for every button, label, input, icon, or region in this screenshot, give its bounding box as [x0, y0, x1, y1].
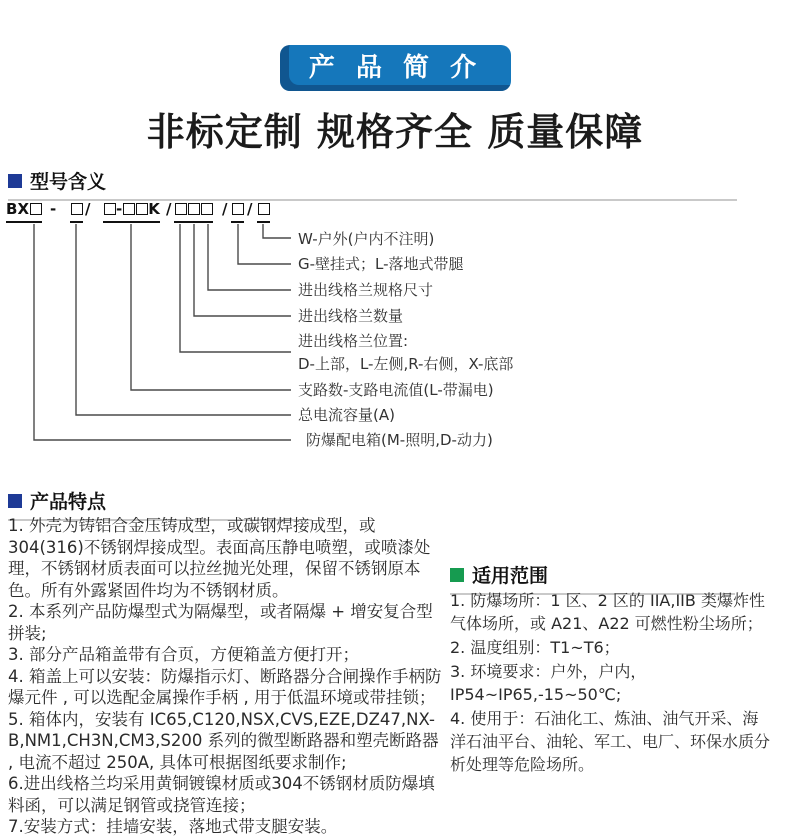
model-segment: - [50, 200, 57, 218]
model-segment: BX [6, 200, 42, 223]
scope-item: 4. 使用于：石油化工、炼油、油气开采、海洋石油平台、油轮、军工、电厂、环保水质分析处理等危险场所。 [450, 709, 771, 774]
placeholder-box [232, 203, 244, 215]
scope-item: 3. 环境要求：户外，户内，IP54~IP65,-15~50℃; [450, 662, 647, 704]
model-label: G-壁挂式；L-落地式带腿 [298, 255, 464, 273]
connector-line [208, 224, 291, 290]
feature-item: 4. 箱盖上可以安装：防爆指示灯、断路器分合闸操作手柄防爆元件 , 可以选配金属操作手柄 , 用于低温环境或带挂锁； [8, 666, 442, 707]
page-title: 非标定制 规格齐全 质量保障 [146, 110, 644, 154]
model-segment: / [247, 200, 253, 218]
scope-section-title: 适用范围 [472, 565, 549, 587]
square-bullet-icon [8, 494, 22, 508]
square-bullet-icon [450, 568, 464, 582]
placeholder-box [104, 203, 116, 215]
model-segment [174, 200, 213, 223]
placeholder-box [258, 203, 270, 215]
connector-line [34, 224, 291, 440]
connector-line [238, 224, 291, 264]
feature-item: 3. 部分产品箱盖带有合页，方便箱盖方便打开； [8, 645, 359, 664]
placeholder-box [175, 203, 187, 215]
model-label: 进出线格兰规格尺寸 [298, 281, 434, 299]
model-label: W-户外(户内不注明) [298, 230, 435, 248]
placeholder-box [71, 203, 83, 215]
section-banner [280, 45, 511, 91]
model-segment: - K [103, 200, 160, 223]
connector-line [76, 224, 291, 415]
features-section-title: 产品特点 [30, 491, 107, 513]
feature-item: 2. 本系列产品防爆型式为隔爆型，或者隔爆 + 增安复合型拼装; [8, 602, 433, 643]
model-segment: / [85, 200, 91, 218]
connector-line [131, 224, 291, 390]
model-segment [70, 200, 83, 223]
model-label: D-上部，L-左侧,R-右侧，X-底部 [298, 355, 514, 373]
model-label: 进出线格兰数量 [298, 307, 404, 325]
feature-item: 7.安装方式：挂墙安装，落地式带支腿安装。 [8, 817, 338, 836]
placeholder-box [188, 203, 200, 215]
scope-item: 2. 温度组别：T1~T6； [450, 638, 620, 657]
features-list [8, 515, 444, 838]
model-label: 进出线格兰位置: [298, 332, 409, 350]
placeholder-box [136, 203, 148, 215]
scope-item: 1. 防爆场所：1 区、2 区的 IIA,IIB 类爆炸性气体场所，或 A21、A22 可燃性粉尘场所； [450, 591, 765, 633]
model-diagram [0, 200, 790, 458]
scope-list [450, 589, 772, 777]
placeholder-box [30, 203, 42, 215]
feature-item: 5. 箱体内，安装有 IC65,C120,NSX,CVS,EZE,DZ47,NX-B,NM1,CH3N,CM3,S200 系列的微型断路器和塑壳断路器 , 电流不超过 250A, 具体可根据图纸要求制作; [8, 709, 439, 772]
model-segment: / [222, 200, 228, 218]
model-label: 防爆配电箱(M-照明,D-动力) [306, 431, 493, 449]
model-label: 支路数-支路电流值(L-带漏电) [298, 381, 494, 399]
connector-line [180, 224, 291, 352]
banner-title: 产 品 简 介 [308, 53, 483, 83]
model-segment [257, 200, 270, 223]
square-bullet-icon [8, 174, 22, 188]
model-section-header [8, 167, 737, 201]
model-label: 总电流容量(A) [298, 406, 395, 424]
model-segment [231, 200, 244, 223]
placeholder-box [201, 203, 213, 215]
placeholder-box [123, 203, 135, 215]
feature-item: 6.进出线格兰均采用黄铜镀镍材质或304不锈钢材质防爆填料函，可以满足钢管或挠管连接； [8, 774, 435, 815]
model-segment: / [166, 200, 172, 218]
feature-item: 1. 外壳为铸铝合金压铸成型，或碳钢焊接成型，或 304(316)不锈钢焊接成型。表面高压静电喷塑，或喷漆处理，不锈钢材质表面可以拉丝抛光处理，保留不锈钢原本色。所有外露紧固件均为不锈钢材质。 [8, 516, 431, 600]
model-section-title: 型号含义 [30, 171, 107, 193]
connector-line [263, 224, 291, 238]
